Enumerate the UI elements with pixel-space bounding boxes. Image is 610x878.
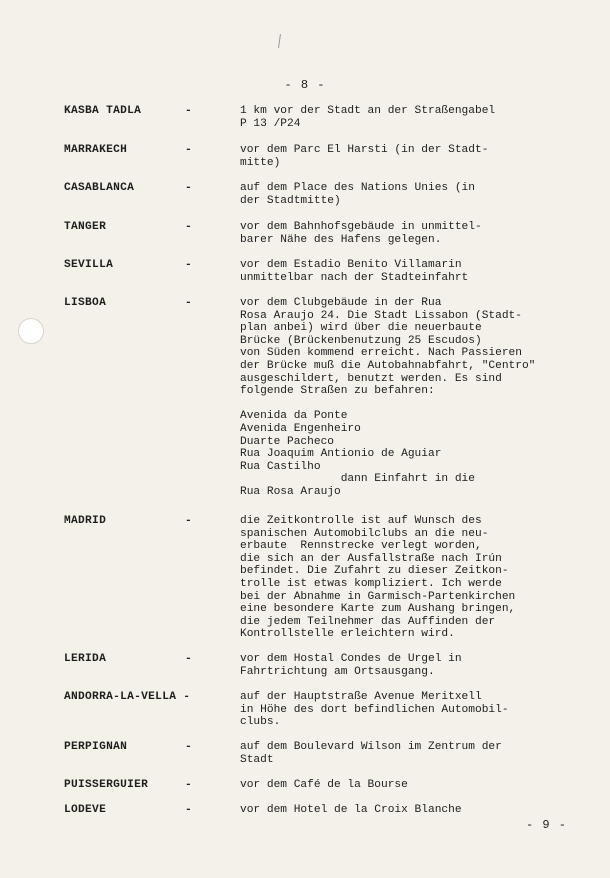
description-line: Duarte Pacheco: [240, 435, 334, 448]
city-name: SEVILLA: [64, 259, 114, 271]
description-line: vor dem Estadio Benito Villamarin: [240, 259, 462, 271]
description-line: Rosa Araujo 24. Die Stadt Lissabon (Stadt-: [240, 309, 522, 322]
checkpoint-description: [240, 804, 570, 817]
description-line: in Höhe des dort befindlichen Automobil-: [240, 703, 509, 716]
description-line: auf dem Boulevard Wilson im Zentrum der: [240, 741, 502, 753]
checkpoint-description: [240, 182, 570, 207]
checkpoint-description: [240, 653, 570, 678]
description-line: Brücke (Brückenbenutzung 25 Escudos): [240, 334, 482, 347]
description-line: trolle ist etwas kompliziert. Ich werde: [240, 577, 502, 590]
description-line: folgende Straßen zu befahren:: [240, 385, 435, 398]
city-name: MARRAKECH: [64, 144, 128, 156]
description-line: ausgeschildert, benutzt werden. Es sind: [240, 372, 502, 385]
description-line: Fahrtrichtung am Ortsausgang.: [240, 665, 435, 678]
description-line: vor dem Hostal Condes de Urgel in: [240, 653, 462, 665]
separator-dash: -: [185, 515, 192, 527]
city-name: KASBA TADLA: [64, 105, 142, 117]
checkpoint-description: [240, 259, 570, 284]
separator-dash: -: [185, 144, 192, 156]
checkpoint-description: [240, 515, 570, 641]
description-line: plan anbei) wird über die neuerbaute: [240, 322, 482, 335]
city-name: LERIDA: [64, 653, 107, 665]
description-line: eine besondere Karte zum Aushang bringen,: [240, 603, 516, 616]
city-name: MADRID: [64, 515, 107, 527]
description-line: Avenida da Ponte: [240, 410, 348, 423]
description-line: unmittelbar nach der Stadteinfahrt: [240, 271, 469, 284]
description-line: Rua Rosa Araujo: [240, 485, 341, 498]
description-line: dann Einfahrt in die: [240, 473, 475, 486]
description-line: auf der Hauptstraße Avenue Meritxell: [240, 691, 482, 703]
description-line: die jedem Teilnehmer das Auffinden der: [240, 615, 496, 628]
description-line: bei der Abnahme in Garmisch-Partenkirchen: [240, 590, 516, 603]
city-name: CASABLANCA: [64, 182, 135, 194]
description-line: die Zeitkontrolle ist auf Wunsch des: [240, 515, 482, 527]
description-line: Avenida Engenheiro: [240, 422, 361, 435]
description-line: der Brücke muß die Autobahnabfahrt, "Centro": [240, 359, 536, 372]
punch-hole: [18, 318, 44, 344]
description-line: befindet. Die Zufahrt zu dieser Zeitkon-: [240, 565, 509, 578]
separator-dash: -: [185, 259, 192, 271]
separator-dash: -: [185, 182, 192, 194]
description-line: Rua Castilho: [240, 460, 321, 473]
page-number: - 8 -: [284, 78, 326, 92]
description-line: auf dem Place des Nations Unies (in: [240, 182, 475, 194]
separator-dash: -: [185, 779, 192, 791]
separator-dash: -: [185, 653, 192, 665]
description-line: Stadt: [240, 753, 274, 766]
city-name: LODEVE: [64, 804, 107, 816]
description-line: [240, 398, 570, 411]
city-name: PUISSERGUIER: [64, 779, 149, 791]
city-name: LISBOA: [64, 297, 107, 309]
description-line: mitte): [240, 156, 281, 169]
separator-dash: -: [185, 297, 192, 309]
description-line: erbaute Rennstrecke verlegt worden,: [240, 540, 482, 553]
separator-dash: -: [185, 804, 192, 816]
description-line: clubs.: [240, 716, 281, 729]
description-line: die sich an der Ausfallstraße nach Irún: [240, 552, 502, 565]
description-line: vor dem Parc El Harsti (in der Stadt-: [240, 144, 489, 156]
checkpoint-description: [240, 105, 570, 130]
description-line: spanischen Automobilclubs an die neu-: [240, 527, 489, 540]
separator-dash: -: [185, 105, 192, 117]
city-name: PERPIGNAN: [64, 741, 128, 753]
description-line: vor dem Café de la Bourse: [240, 779, 408, 791]
checkpoint-description: [240, 221, 570, 246]
separator-dash: -: [185, 741, 192, 753]
checkpoint-description: [240, 297, 570, 499]
city-name: TANGER: [64, 221, 107, 233]
next-page-marker: - 9 -: [526, 818, 568, 832]
city-name: ANDORRA-LA-VELLA -: [64, 691, 191, 703]
description-line: von Süden kommend erreicht. Nach Passieren: [240, 347, 522, 360]
description-line: vor dem Bahnhofsgebäude in unmittel-: [240, 221, 482, 233]
description-line: P 13 /P24: [240, 117, 301, 130]
checkpoint-description: [240, 741, 570, 766]
description-line: 1 km vor der Stadt an der Straßengabel: [240, 105, 496, 117]
checkpoint-description: [240, 144, 570, 169]
checkpoint-description: [240, 779, 570, 792]
description-line: barer Nähe des Hafens gelegen.: [240, 233, 442, 246]
description-line: Rua Joaquim Antionio de Aguiar: [240, 448, 442, 461]
description-line: der Stadtmitte): [240, 194, 341, 207]
description-line: vor dem Clubgebäude in der Rua: [240, 297, 442, 309]
description-line: vor dem Hotel de la Croix Blanche: [240, 804, 462, 816]
checkpoint-description: [240, 691, 570, 729]
separator-dash: -: [185, 221, 192, 233]
description-line: Kontrollstelle erleichtern wird.: [240, 628, 455, 641]
pen-mark: [278, 34, 281, 48]
